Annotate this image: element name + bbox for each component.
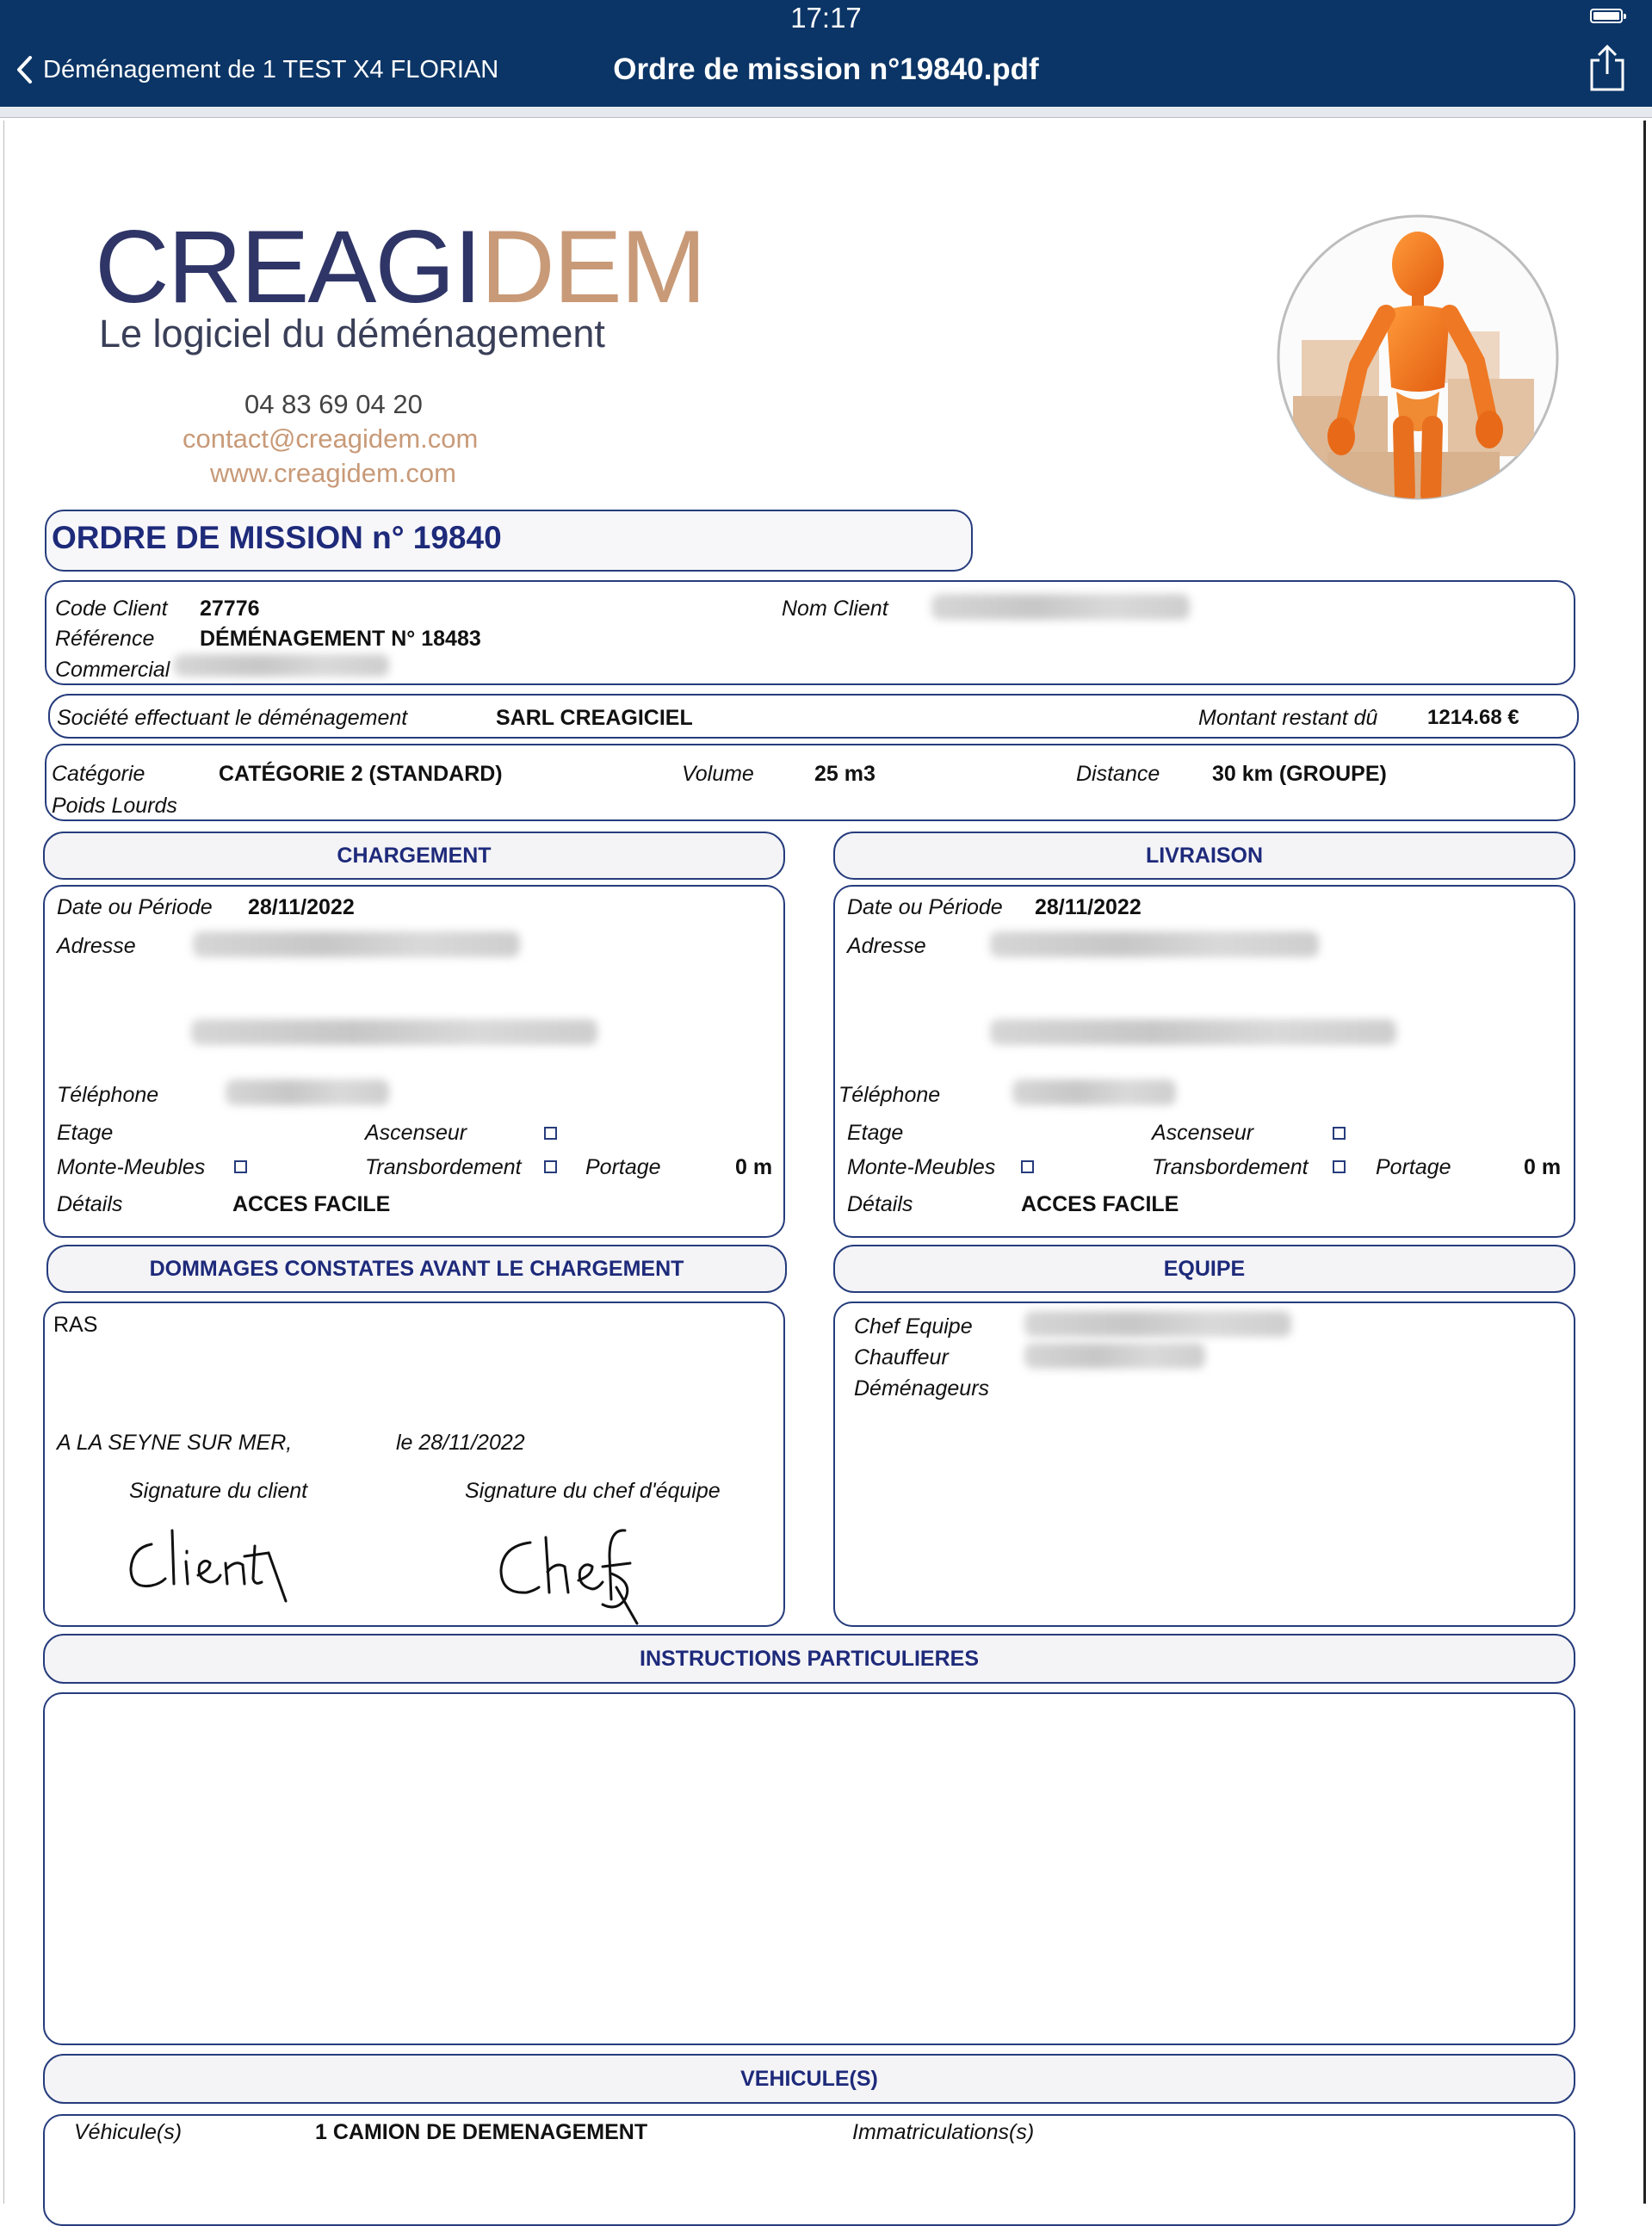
- team-chief-label: Chef Equipe: [854, 1314, 973, 1339]
- livraison-lift-checkbox[interactable]: [1021, 1160, 1034, 1173]
- damages-header: DOMMAGES CONSTATES AVANT LE CHARGEMENT: [46, 1245, 787, 1293]
- livraison-elevator-checkbox[interactable]: [1333, 1127, 1346, 1140]
- livraison-header: LIVRAISON: [833, 832, 1575, 880]
- livraison-carry-value: 0 m: [1524, 1155, 1562, 1179]
- chargement-carry-label: Portage: [585, 1155, 661, 1179]
- back-button-label: Déménagement de 1 TEST X4 FLORIAN: [43, 55, 499, 83]
- team-driver-label: Chauffeur: [854, 1345, 949, 1370]
- distance-value: 30 km (GROUPE): [1212, 762, 1387, 786]
- status-time: 17:17: [790, 2, 862, 34]
- amount-due-value: 1214.68 €: [1427, 706, 1519, 729]
- livraison-address-line2-redacted: [990, 1019, 1396, 1045]
- vehicles-box: [43, 2114, 1575, 2226]
- chargement-elevator-checkbox[interactable]: [544, 1127, 557, 1140]
- team-driver-redacted: [1024, 1343, 1205, 1369]
- vehicles-header: VEHICULE(S): [43, 2054, 1575, 2104]
- company-email: contact@creagidem.com: [183, 424, 479, 454]
- chargement-address-line1-redacted: [193, 931, 520, 957]
- commercial-redacted: [174, 654, 389, 677]
- instructions-header: INSTRUCTIONS PARTICULIERES: [43, 1634, 1575, 1684]
- chargement-address-line2-redacted: [191, 1019, 597, 1045]
- chief-signature-label: Signature du chef d'équipe: [465, 1479, 721, 1503]
- company-phone: 04 83 69 04 20: [244, 389, 423, 419]
- company-tagline: Le logiciel du déménagement: [99, 312, 605, 356]
- livraison-details-value: ACCES FACILE: [1021, 1192, 1179, 1216]
- plates-label: Immatriculations(s): [852, 2120, 1035, 2144]
- chargement-elevator-label: Ascenseur: [365, 1121, 467, 1145]
- chargement-date-label: Date ou Période: [57, 895, 213, 919]
- instructions-box: [43, 1692, 1575, 2045]
- company-label: Société effectuant le déménagement: [57, 706, 408, 730]
- livraison-carry-label: Portage: [1376, 1155, 1451, 1179]
- team-movers-label: Déménageurs: [854, 1376, 990, 1401]
- client-name-redacted: [931, 594, 1190, 620]
- toolbar-separator: [0, 107, 1652, 118]
- share-icon[interactable]: [1585, 43, 1630, 93]
- team-chief-redacted: [1024, 1311, 1291, 1337]
- chargement-lift-checkbox[interactable]: [234, 1160, 247, 1173]
- chargement-details-label: Détails: [57, 1192, 123, 1216]
- navigation-bar: [0, 0, 1652, 107]
- reference-label: Référence: [55, 627, 155, 651]
- reference-value: DÉMÉNAGEMENT N° 18483: [200, 627, 481, 651]
- chargement-header: CHARGEMENT: [43, 832, 785, 880]
- chargement-lift-label: Monte-Meubles: [57, 1155, 206, 1179]
- livraison-date-value: 28/11/2022: [1035, 895, 1142, 919]
- chargement-carry-value: 0 m: [735, 1155, 773, 1179]
- vehicles-value: 1 CAMION DE DEMENAGEMENT: [315, 2120, 648, 2144]
- client-signature-label: Signature du client: [129, 1479, 308, 1503]
- chargement-phone-label: Téléphone: [57, 1083, 159, 1107]
- client-code-value: 27776: [200, 597, 260, 621]
- volume-label: Volume: [682, 762, 754, 786]
- chargement-floor-label: Etage: [57, 1121, 114, 1145]
- chargement-address-label: Adresse: [57, 934, 136, 958]
- client-code-label: Code Client: [55, 597, 168, 621]
- back-button[interactable]: [15, 50, 498, 90]
- livraison-details-label: Détails: [847, 1192, 913, 1216]
- chevron-left-icon: [15, 55, 33, 84]
- volume-value: 25 m3: [814, 762, 875, 786]
- livraison-transship-label: Transbordement: [1152, 1155, 1309, 1179]
- heavy-weight-label: Poids Lourds: [52, 794, 177, 818]
- livraison-address-label: Adresse: [847, 934, 926, 958]
- distance-label: Distance: [1076, 762, 1160, 786]
- signature-date: le 28/11/2022: [396, 1431, 525, 1455]
- company-website: www.creagidem.com: [210, 458, 456, 488]
- chargement-date-value: 28/11/2022: [248, 895, 355, 919]
- livraison-floor-label: Etage: [847, 1121, 904, 1145]
- mannequin-emblem-icon: [1276, 211, 1560, 502]
- livraison-elevator-label: Ascenseur: [1152, 1121, 1254, 1145]
- chargement-phone-redacted: [226, 1079, 389, 1105]
- livraison-transship-checkbox[interactable]: [1333, 1160, 1346, 1173]
- mission-title: ORDRE DE MISSION n° 19840: [52, 520, 502, 555]
- category-value: CATÉGORIE 2 (STANDARD): [219, 762, 503, 786]
- client-name-label: Nom Client: [782, 597, 888, 621]
- livraison-phone-label: Téléphone: [838, 1083, 941, 1107]
- livraison-address-line1-redacted: [990, 931, 1319, 957]
- category-label: Catégorie: [52, 762, 145, 786]
- livraison-date-label: Date ou Période: [847, 895, 1003, 919]
- commercial-label: Commercial: [55, 658, 170, 682]
- signature-place: A LA SEYNE SUR MER,: [57, 1431, 293, 1455]
- damages-text: RAS: [53, 1313, 98, 1337]
- livraison-lift-label: Monte-Meubles: [847, 1155, 996, 1179]
- chargement-transship-checkbox[interactable]: [544, 1160, 557, 1173]
- vehicles-label: Véhicule(s): [74, 2120, 183, 2144]
- company-logo: CREAGIDEM: [95, 209, 705, 325]
- nav-title: Ordre de mission n°19840.pdf: [613, 53, 1039, 86]
- company-value: SARL CREAGICIEL: [496, 706, 693, 730]
- chargement-details-value: ACCES FACILE: [232, 1192, 391, 1216]
- amount-due-label: Montant restant dû: [1198, 706, 1378, 730]
- chief-signature: [496, 1522, 668, 1625]
- livraison-phone-redacted: [1012, 1079, 1176, 1105]
- battery-icon: [1590, 9, 1623, 23]
- client-signature: [126, 1522, 298, 1605]
- team-header: EQUIPE: [833, 1245, 1575, 1293]
- chargement-transship-label: Transbordement: [365, 1155, 522, 1179]
- page-edge: [1643, 121, 1646, 2204]
